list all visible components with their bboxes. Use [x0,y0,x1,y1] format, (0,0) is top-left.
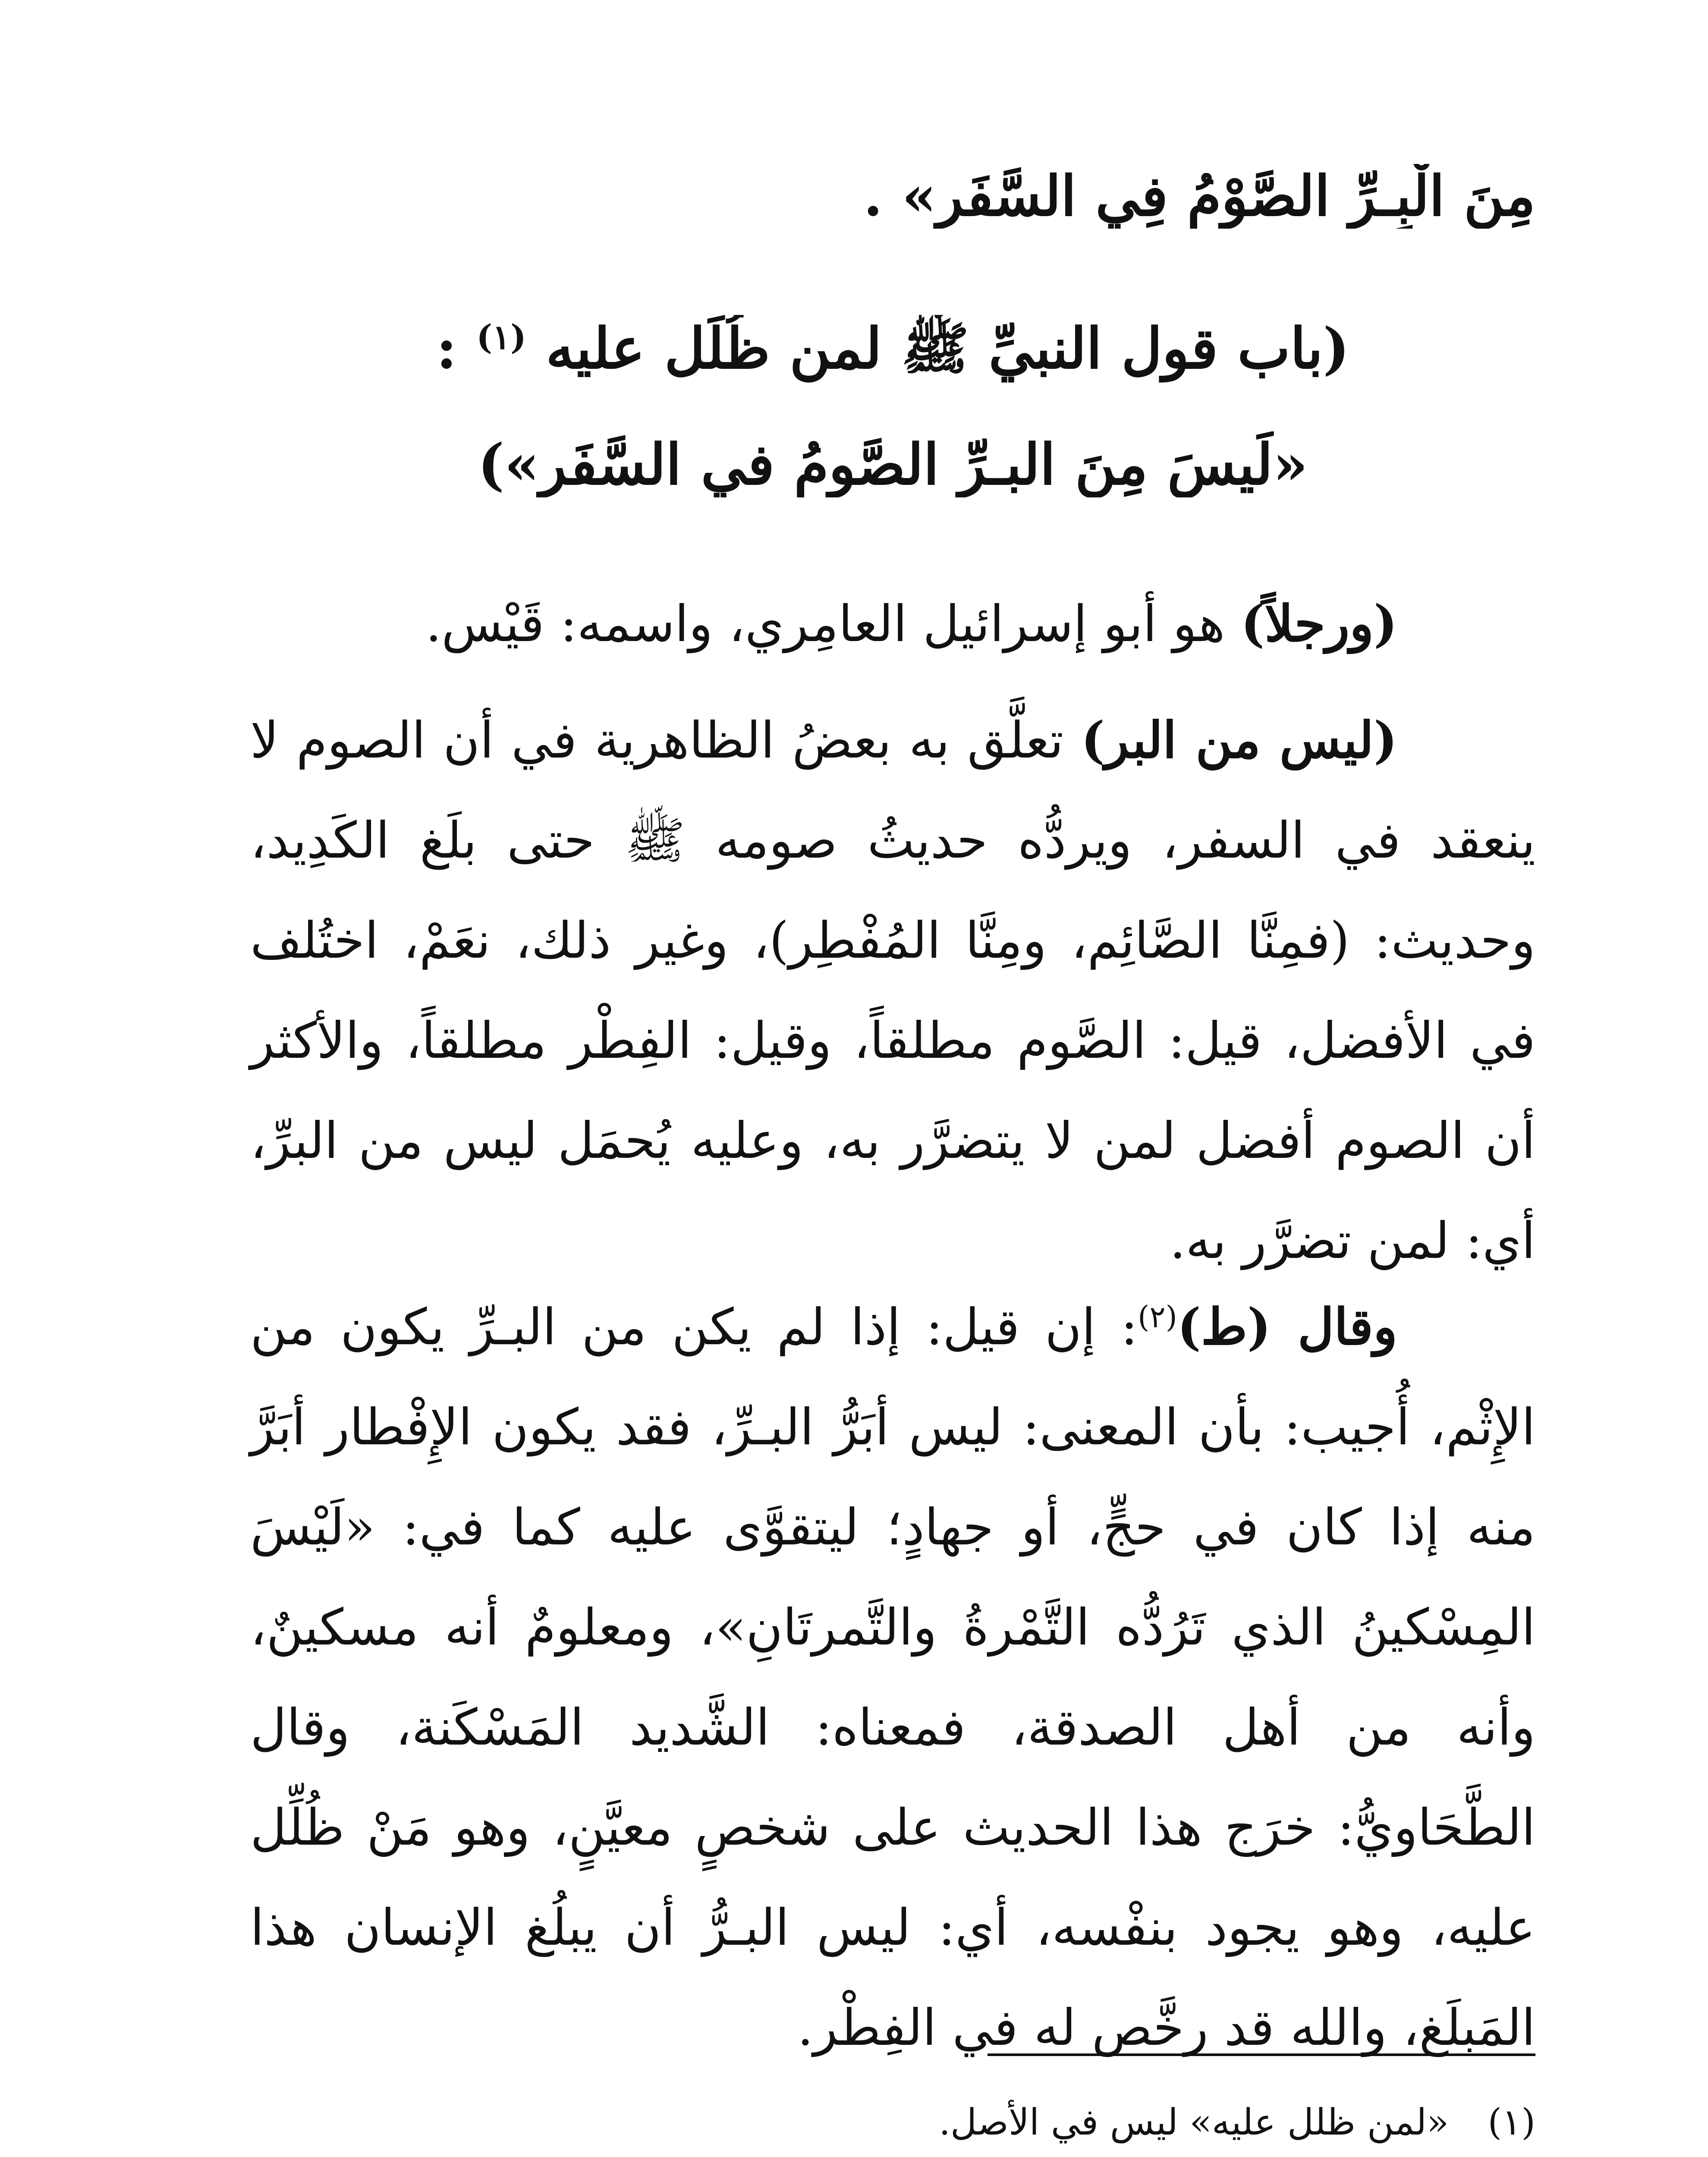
paragraph-3-lead: وقال (ط) [1177,1298,1398,1356]
paragraph-1-lead: (ورجلاً) [1241,594,1397,653]
footnote-marker-2: (٢) [1138,1299,1177,1335]
paragraph-1 [250,574,1535,674]
chapter-heading-text: (باب قول النبيِّ ﷺ لمن ظُلِّل عليه [546,315,1350,381]
paragraph-2-lead: (ليس من البر) [1081,711,1397,770]
chapter-heading-line-1 [250,315,1535,396]
carry-over-line: مِنَ الْبِـرِّ الصَّوْمُ فِي السَّفَرِ» . [863,164,1535,229]
paragraph-2 [250,690,1535,1291]
footnote-1 [250,2101,1535,2143]
footnote-1-number: (١) [1488,2101,1535,2143]
footnote-marker-1: (١) [476,318,526,357]
chapter-heading-colon: : [436,315,457,381]
footnote-1-text: «لمن ظلل عليه» ليس في الأصل. [939,2101,1449,2143]
paragraph-3 [250,1277,1535,2078]
paragraph-3-text: : إن قيل: إذا لم يكن من البـرِّ يكون من الإِثْم، أُجيب: بأن المعنى: ليس أبَرُّ البـرِّ، فقد يكون الإِفْطار أبَرَّ منه إذا كان في حجٍّ، أو جهادٍ؛ ليتقوَّى عليه كما في: «لَيْسَ المِسْكينُ الذي تَرُدُّه التَّمْرةُ والتَّمرتَانِ»، ومعلومٌ أنه مسكينٌ، وأنه من أهل الصدقة، فمعناه: الشَّديد المَسْكَنة، وقال الطَّحَاويُّ: خرَج هذا الحديث على شخصٍ معيَّنٍ، وهو مَنْ ظُلِّل عليه، وهو يجود بنفْسه، أي: ليس البـرُّ أن يبلُغ الإنسان هذا المَبلَغ، والله قد رخَّص له في الفِطْر. [250,1298,1535,2057]
footnote-separator [988,2053,1535,2056]
paragraph-2-text: تعلَّق به بعضُ الظاهرية في أن الصوم لا ينعقد في السفر، ويردُّه حديثُ صومه ﷺ حتى بلَغ الكَدِيد، وحديث: (فمِنَّا الصَّائِم، ومِنَّا المُفْطِر)، وغير ذلك، نعَمْ، اختُلف في الأفضل، قيل: الصَّوم مطلقاً، وقيل: الفِطْر مطلقاً، والأكثر أن الصوم أفضل لمن لا يتضرَّر به، وعليه يُحمَل ليس من البرِّ، أي: لمن تضرَّر به. [250,711,1535,1270]
chapter-heading-line-2: «لَيسَ مِنَ البـرِّ الصَّومُ في السَّفَر») [478,431,1308,497]
paragraph-1-text: هو أبو إسرائيل العامِري، واسمه: قَيْس. [425,595,1241,653]
